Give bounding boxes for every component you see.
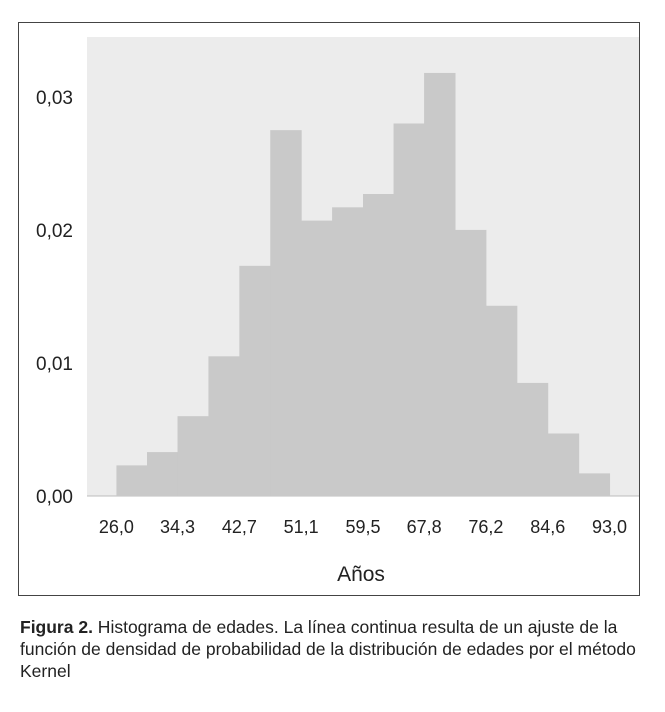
- y-tick-label: 0,01: [36, 353, 73, 375]
- histogram-bar: [116, 465, 147, 496]
- histogram-bar: [239, 266, 270, 496]
- y-tick-label: 0,03: [36, 87, 73, 109]
- y-tick-label: 0,02: [36, 220, 73, 242]
- histogram-bar: [517, 383, 548, 496]
- caption-text: Histograma de edades. La línea continua resulta de un ajuste de la función de densidad de probabilidad de la distribución de edades por el método Kernel: [20, 617, 636, 681]
- histogram-bar: [455, 230, 486, 496]
- histogram-bar: [363, 194, 394, 496]
- histogram-bar: [301, 221, 332, 496]
- histogram-bar: [424, 73, 455, 496]
- figure-caption: [20, 616, 650, 682]
- x-tick-label: 93,0: [592, 517, 628, 537]
- y-tick-label: 0,00: [36, 487, 73, 508]
- x-tick-label: 76,2: [468, 517, 504, 537]
- chart-frame: [18, 22, 640, 596]
- histogram-chart: [19, 23, 639, 595]
- x-tick-label: 84,6: [530, 517, 566, 537]
- x-tick-label: 51,1: [283, 517, 319, 537]
- histogram-bar: [332, 207, 363, 496]
- histogram-bar: [178, 416, 209, 496]
- x-tick-label: 26,0: [98, 517, 134, 537]
- x-tick-label: 42,7: [221, 517, 257, 537]
- x-tick-label: 59,5: [345, 517, 381, 537]
- histogram-bar: [579, 473, 610, 496]
- x-axis-label: Años: [337, 563, 385, 586]
- histogram-bar: [394, 123, 425, 496]
- histogram-bar: [486, 306, 517, 496]
- histogram-bar: [270, 130, 301, 496]
- caption-label: Figura 2.: [20, 617, 93, 637]
- x-tick-label: 34,3: [160, 517, 196, 537]
- x-tick-label: 67,8: [406, 517, 442, 537]
- histogram-bar: [548, 433, 579, 496]
- histogram-bar: [208, 356, 239, 496]
- histogram-bar: [147, 452, 178, 496]
